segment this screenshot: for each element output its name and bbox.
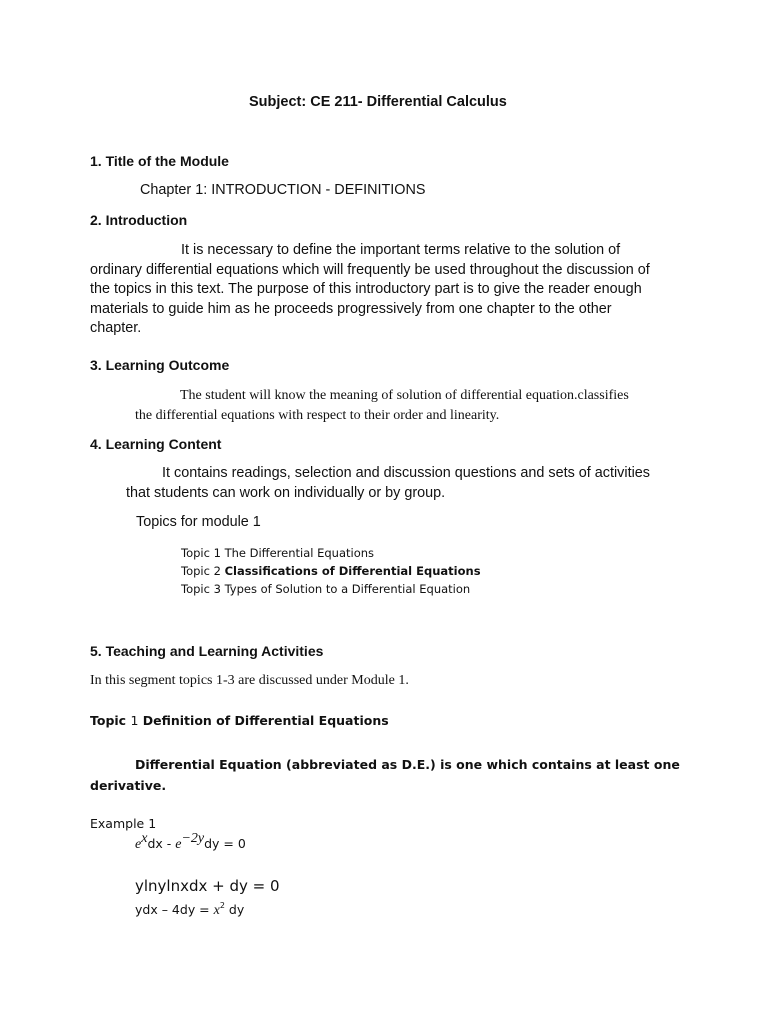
intro-line: ordinary differential equations which will frequently be used throughout the discussion of [90, 261, 650, 278]
topic-item: Topic 2 Classifications of Differential Equations [181, 564, 481, 578]
example-label: Example 1 [90, 816, 157, 831]
topic-item: Topic 1 The Differential Equations [181, 546, 375, 560]
intro-line: It is necessary to define the important terms relative to the solution of [181, 242, 621, 258]
outcome-line: the differential equations with respect to their order and linearity. [135, 408, 500, 423]
subject-heading: Subject: CE 211- Differential Calculus [249, 94, 507, 110]
intro-line: chapter. [90, 320, 142, 336]
de-definition [90, 754, 680, 796]
content-line: that students can work on individually or by group. [126, 484, 446, 501]
topics-heading: Topics for module 1 [136, 514, 261, 530]
section-4-title: 4. Learning Content [90, 436, 222, 452]
topic-item: Topic 3 Types of Solution to a Differential Equation [181, 582, 471, 596]
learning-outcome-paragraph [135, 386, 629, 426]
definition-line: Differential Equation (abbreviated as D.E.) is one which contains at least one [135, 757, 680, 772]
content-line: It contains readings, selection and discussion questions and sets of activities [162, 465, 650, 481]
introduction-paragraph [90, 241, 650, 339]
intro-line: the topics in this text. The purpose of this introductory part is to give the reader enough [90, 281, 642, 297]
equation-3: ydx – $4dy = x^2$ dy [135, 901, 245, 918]
section-5-title: 5. Teaching and Learning Activities [90, 643, 324, 659]
learning-content-paragraph [126, 464, 650, 503]
equation-1: $e^xdx - e^{-2y}dy = 0$ [135, 831, 246, 852]
equation-2: ylnylnxdx + dy = 0 [135, 877, 280, 895]
definition-line: derivative. [90, 778, 167, 793]
outcome-line: The student will know the meaning of solution of differential equation.classifies [180, 388, 629, 403]
intro-line: materials to guide him as he proceeds progressively from one chapter to the other [90, 300, 612, 317]
topic-list [181, 544, 481, 598]
section-1-title: 1. Title of the Module [90, 153, 229, 169]
chapter-title: Chapter 1: INTRODUCTION - DEFINITIONS [140, 182, 426, 198]
section-3-title: 3. Learning Outcome [90, 357, 230, 373]
topic-1-heading: Topic 1 Definition of Differential Equations [90, 713, 389, 728]
section-5-intro: In this segment topics 1-3 are discussed under Module 1. [90, 673, 409, 688]
section-2-title: 2. Introduction [90, 212, 188, 228]
